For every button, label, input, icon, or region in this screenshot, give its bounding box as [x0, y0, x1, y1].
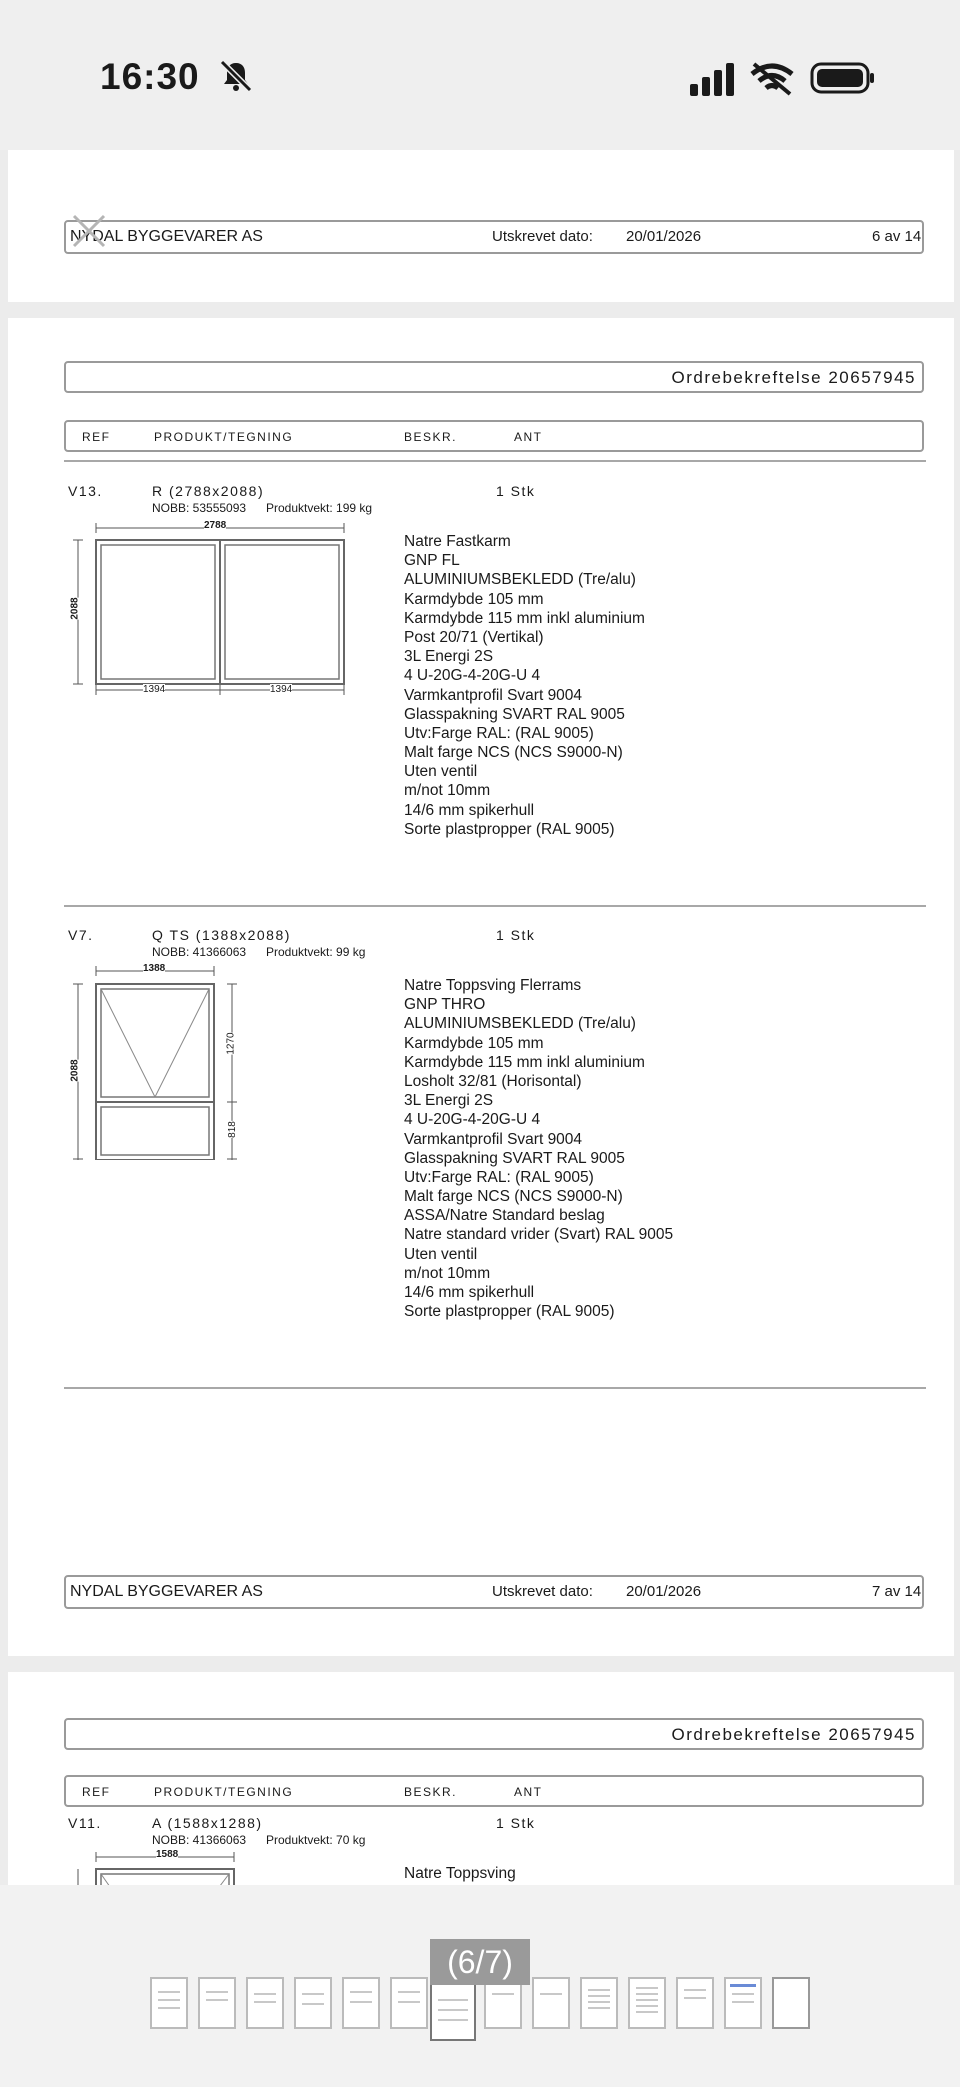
column-ref: REF: [82, 1785, 111, 1799]
desc-line: Malt farge NCS (NCS S9000-N): [404, 744, 623, 762]
item-product: Q TS (1388x2088): [152, 927, 291, 943]
desc-line: ALUMINIUMSBEKLEDD (Tre/alu): [404, 571, 636, 589]
column-description: BESKR.: [404, 430, 458, 444]
desc-line: Sorte plastpropper (RAL 9005): [404, 1303, 615, 1321]
desc-line: 3L Energi 2S: [404, 648, 494, 666]
column-quantity: ANT: [514, 430, 543, 444]
desc-line: 4 U-20G-4-20G-U 4: [404, 667, 541, 685]
column-ref: REF: [82, 430, 111, 444]
dim-side: 2088: [69, 1059, 81, 1082]
footer-printed-label: Utskrevet dato:: [492, 228, 593, 245]
page-thumbnail[interactable]: [532, 1977, 570, 2029]
document-title-box: [64, 361, 924, 393]
footer-company: NYDAL BYGGEVARER AS: [70, 1583, 263, 1600]
desc-line: 14/6 mm spikerhull: [404, 1284, 535, 1301]
item-description: [404, 532, 645, 839]
status-time: 16:30: [100, 56, 200, 97]
desc-line: GNP FL: [404, 552, 460, 570]
dim-right-lower: 818: [226, 1121, 238, 1138]
desc-line: Glasspakning SVART RAL 9005: [404, 705, 625, 723]
desc-line: Karmdybde 105 mm: [404, 590, 544, 608]
item-weight: Produktvekt: 70 kg: [266, 1833, 366, 1847]
desc-line: Natre Toppsving Flerrams: [404, 977, 582, 994]
page-thumbnail-bar: [0, 1885, 960, 2087]
page-thumbnail-current[interactable]: [430, 1983, 476, 2041]
bell-muted-icon: [218, 58, 254, 94]
document-page-7: [8, 318, 954, 1656]
vpn-wifi-icon: [748, 60, 796, 96]
desc-line: Glasspakning SVART RAL 9005: [404, 1149, 625, 1167]
column-product: PRODUKT/TEGNING: [154, 1785, 294, 1799]
item-weight: Produktvekt: 199 kg: [266, 501, 373, 515]
close-icon[interactable]: [68, 210, 110, 252]
column-product: PRODUKT/TEGNING: [154, 430, 294, 444]
desc-line: m/not 10mm: [404, 782, 491, 800]
desc-line: 14/6 mm spikerhull: [404, 801, 535, 819]
divider: [64, 905, 926, 907]
desc-line: Natre Toppsving: [404, 1865, 516, 1882]
dim-bottom-left: 1394: [143, 684, 166, 695]
desc-line: Varmkantprofil Svart 9004: [404, 686, 583, 704]
window-drawing-fixed: [64, 518, 354, 698]
desc-line: Uten ventil: [404, 763, 478, 781]
item-quantity: 1 Stk: [496, 1815, 536, 1831]
desc-line: Uten ventil: [404, 1245, 478, 1263]
footer-printed-date: 20/01/2026: [626, 228, 702, 245]
desc-line: Sorte plastpropper (RAL 9005): [404, 820, 615, 838]
window-drawing-top-hung: [64, 960, 254, 1160]
divider: [64, 1387, 926, 1389]
dim-top: 1588: [156, 1849, 179, 1860]
document-title: Ordrebekreftelse 20657945: [671, 1725, 916, 1744]
desc-line: Post 20/71 (Vertikal): [404, 628, 544, 646]
desc-line: Malt farge NCS (NCS S9000-N): [404, 1188, 623, 1206]
desc-line: Natre standard vrider (Svart) RAL 9005: [404, 1226, 674, 1244]
desc-line: Utv:Farge RAL: (RAL 9005): [404, 1168, 594, 1186]
page-thumbnail[interactable]: [628, 1977, 666, 2029]
desc-line: Karmdybde 115 mm inkl aluminium: [404, 609, 645, 627]
column-header-row: [64, 1775, 924, 1807]
page-thumbnail[interactable]: [724, 1977, 762, 2029]
item-ref: V11.: [68, 1815, 102, 1831]
item-product: A (1588x1288): [152, 1815, 263, 1831]
page-footer: [64, 1575, 924, 1609]
page-footer: [64, 220, 924, 254]
dim-right-upper: 1270: [225, 1032, 237, 1055]
page-thumbnail[interactable]: [772, 1977, 810, 2029]
item-nobb: NOBB: 53555093: [152, 501, 247, 515]
divider: [64, 460, 926, 462]
desc-line: Karmdybde 105 mm: [404, 1034, 544, 1052]
battery-icon: [810, 60, 876, 96]
cellular-signal-icon: [688, 62, 736, 96]
item-description: [404, 976, 673, 1321]
page-thumbnail[interactable]: [676, 1977, 714, 2029]
dim-top: 1388: [143, 963, 166, 974]
desc-line: Losholt 32/81 (Horisontal): [404, 1072, 582, 1090]
column-header-row: [64, 420, 924, 452]
desc-line: Varmkantprofil Svart 9004: [404, 1130, 583, 1148]
dim-top: 2788: [204, 520, 227, 531]
footer-page-number: 7 av 14: [872, 1583, 922, 1600]
dim-bottom-right: 1394: [270, 684, 293, 695]
item-quantity: 1 Stk: [496, 927, 536, 943]
desc-line: Natre Fastkarm: [404, 533, 511, 550]
desc-line: ASSA/Natre Standard beslag: [404, 1207, 605, 1225]
item-ref: V13.: [68, 483, 103, 499]
footer-printed-date: 20/01/2026: [626, 1583, 702, 1600]
column-quantity: ANT: [514, 1785, 543, 1799]
page-thumbnail[interactable]: [198, 1977, 236, 2029]
page-thumbnail[interactable]: [294, 1977, 332, 2029]
item-product: R (2788x2088): [152, 483, 265, 499]
item-ref: V7.: [68, 927, 94, 943]
desc-line: Utv:Farge RAL: (RAL 9005): [404, 724, 594, 742]
page-thumbnail[interactable]: [580, 1977, 618, 2029]
status-bar: [0, 0, 960, 150]
page-indicator: (6/7): [430, 1939, 530, 1985]
page-thumbnail[interactable]: [150, 1977, 188, 2029]
dim-side: 2088: [69, 597, 81, 620]
item-nobb: NOBB: 41366063: [152, 1833, 247, 1847]
desc-line: 3L Energi 2S: [404, 1092, 494, 1110]
page-thumbnail[interactable]: [390, 1977, 428, 2029]
footer-printed-label: Utskrevet dato:: [492, 1583, 593, 1600]
item-quantity: 1 Stk: [496, 483, 536, 499]
item-nobb: NOBB: 41366063: [152, 945, 247, 959]
footer-company: NYDAL BYGGEVARER AS: [70, 228, 263, 245]
document-title: Ordrebekreftelse 20657945: [671, 368, 916, 387]
desc-line: ALUMINIUMSBEKLEDD (Tre/alu): [404, 1015, 636, 1033]
desc-line: 4 U-20G-4-20G-U 4: [404, 1111, 541, 1129]
desc-line: Karmdybde 115 mm inkl aluminium: [404, 1053, 645, 1071]
page-thumbnail[interactable]: [342, 1977, 380, 2029]
item-weight: Produktvekt: 99 kg: [266, 945, 366, 959]
desc-line: GNP THRO: [404, 996, 486, 1014]
page-thumbnail[interactable]: [246, 1977, 284, 2029]
document-title-box: [64, 1718, 924, 1750]
column-description: BESKR.: [404, 1785, 458, 1799]
desc-line: m/not 10mm: [404, 1264, 491, 1282]
footer-page-number: 6 av 14: [872, 228, 922, 245]
